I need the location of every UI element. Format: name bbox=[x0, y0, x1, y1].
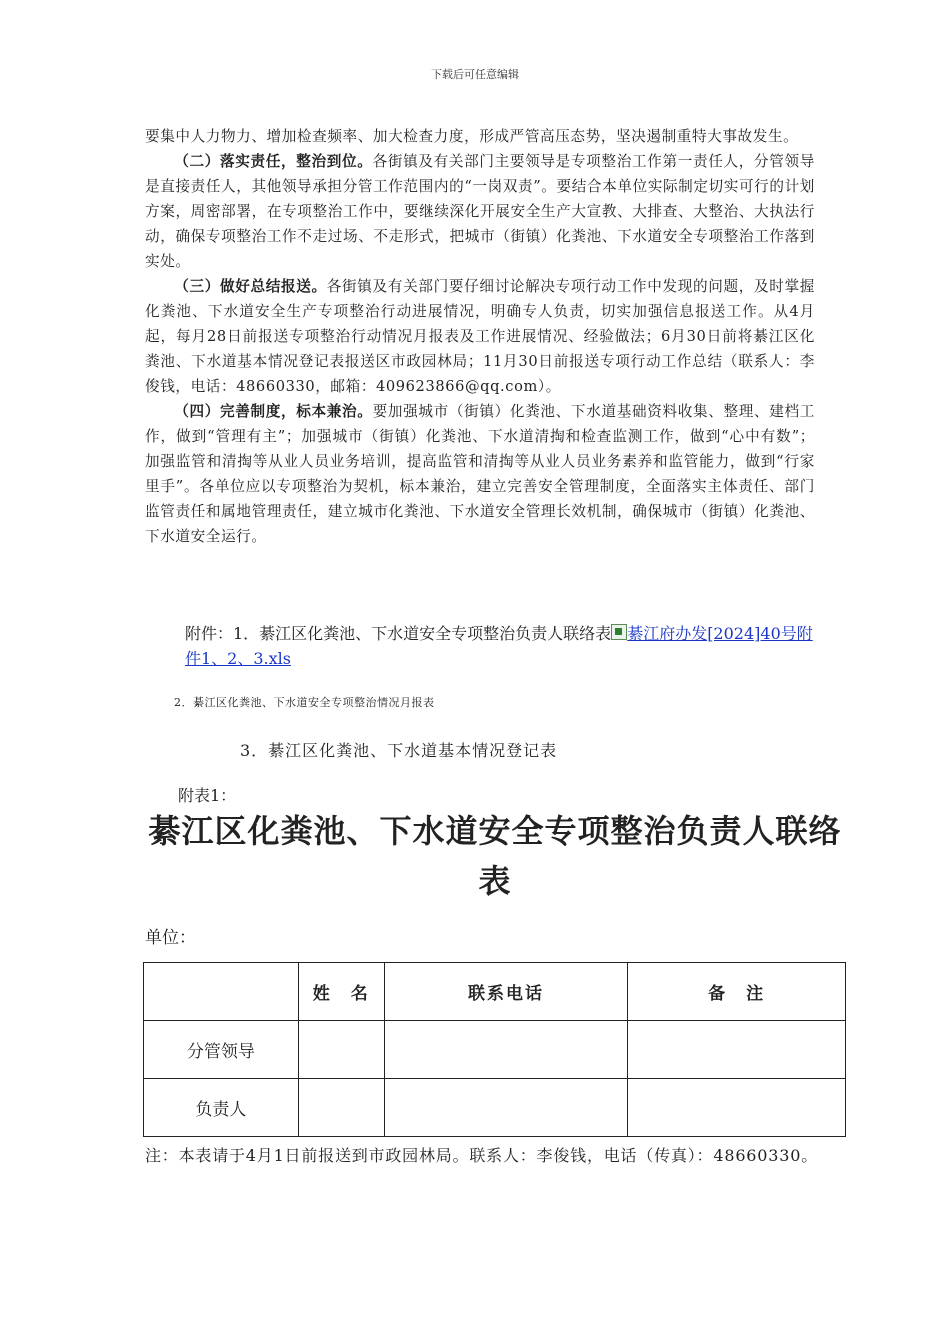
table-row bbox=[144, 1079, 846, 1137]
section-heading: （三）做好总结报送。 bbox=[174, 278, 327, 295]
table-title: 綦江区化粪池、下水道安全专项整治负责人联络表 bbox=[148, 812, 842, 900]
paragraph-section-2 bbox=[145, 149, 815, 274]
remarks-cell[interactable] bbox=[628, 1079, 846, 1137]
row-label: 负责人 bbox=[144, 1079, 299, 1137]
section-heading: （二）落实责任，整治到位。 bbox=[174, 153, 373, 170]
paragraph-section-3 bbox=[145, 274, 815, 399]
contact-table bbox=[143, 962, 846, 1137]
section-text: 各街镇及有关部门要仔细讨论解决专项行动工作中发现的问题，及时掌握化粪池、下水道安全生产专项整治行动进展情况，明确专人负责，切实加强信息报送工作。从4月起，每月28日前报送专项整治行动情况月报表及工作进展情况、经验做法；6月30日前将綦江区化粪池、下水道基本情况登记表报送区市政园林局；11月30日前报送专项行动工作总结（联系人：李俊钱，电话：48660330，邮箱：409623866@qq.com）。 bbox=[145, 278, 815, 395]
attachments-list bbox=[145, 621, 825, 671]
table-note: 注：本表请于4月1日前报送到市政园林局。联系人：李俊钱，电话（传真）：48660330。 bbox=[145, 1146, 818, 1165]
header-cell-name: 姓 名 bbox=[298, 963, 384, 1021]
appendix-label: 附表1： bbox=[178, 786, 237, 805]
table-header-row bbox=[144, 963, 846, 1021]
attachment-1 bbox=[145, 621, 825, 671]
paragraph-section-4 bbox=[145, 399, 815, 549]
attachment-3: 3．綦江区化粪池、下水道基本情况登记表 bbox=[240, 741, 558, 760]
attachment-file-link[interactable]: 綦江府办发[2024]40号附件1、2、3.xls bbox=[185, 624, 813, 668]
attachment-1-label: 附件：1．綦江区化粪池、下水道安全专项整治负责人联络表 bbox=[185, 624, 612, 643]
table-row bbox=[144, 1021, 846, 1079]
name-cell[interactable] bbox=[298, 1079, 384, 1137]
remarks-cell[interactable] bbox=[628, 1021, 846, 1079]
phone-cell[interactable] bbox=[384, 1021, 628, 1079]
unit-label: 单位： bbox=[145, 928, 196, 948]
name-cell[interactable] bbox=[298, 1021, 384, 1079]
excel-file-icon[interactable] bbox=[611, 624, 627, 640]
document-body bbox=[145, 124, 815, 549]
header-cell-remarks: 备 注 bbox=[628, 963, 846, 1021]
attachment-2: 2．綦江区化粪池、下水道安全专项整治情况月报表 bbox=[174, 696, 435, 709]
section-text: 要加强城市（街镇）化粪池、下水道基础资料收集、整理、建档工作，做到“管理有主”；加强城市（街镇）化粪池、下水道清掏和检查监测工作，做到“心中有数”；加强监管和清掏等从业人员业务培训，提高监管和清掏等从业人员业务素养和监管能力，做到“行家里手”。各单位应以专项整治为契机，标本兼治，建立完善安全管理制度，全面落实主体责任、部门监管责任和属地管理责任，建立城市化粪池、下水道安全管理长效机制，确保城市（街镇）化粪池、下水道安全运行。 bbox=[145, 403, 815, 545]
page-header: 下载后可任意编辑 bbox=[431, 68, 519, 81]
header-cell-phone: 联系电话 bbox=[384, 963, 628, 1021]
row-label: 分管领导 bbox=[144, 1021, 299, 1079]
phone-cell[interactable] bbox=[384, 1079, 628, 1137]
header-cell-blank bbox=[144, 963, 299, 1021]
paragraph-continuation: 要集中人力物力、增加检查频率、加大检查力度，形成严管高压态势，坚决遏制重特大事故发生。 bbox=[145, 128, 799, 145]
section-text: 各街镇及有关部门主要领导是专项整治工作第一责任人，分管领导是直接责任人，其他领导承担分管工作范围内的“一岗双责”。要结合本单位实际制定切实可行的计划方案，周密部署，在专项整治工作中，要继续深化开展安全生产大宣教、大排查、大整治、大执法行动，确保专项整治工作不走过场、不走形式，把城市（街镇）化粪池、下水道安全专项整治工作落到实处。 bbox=[145, 153, 815, 270]
section-heading: （四）完善制度，标本兼治。 bbox=[174, 403, 373, 420]
